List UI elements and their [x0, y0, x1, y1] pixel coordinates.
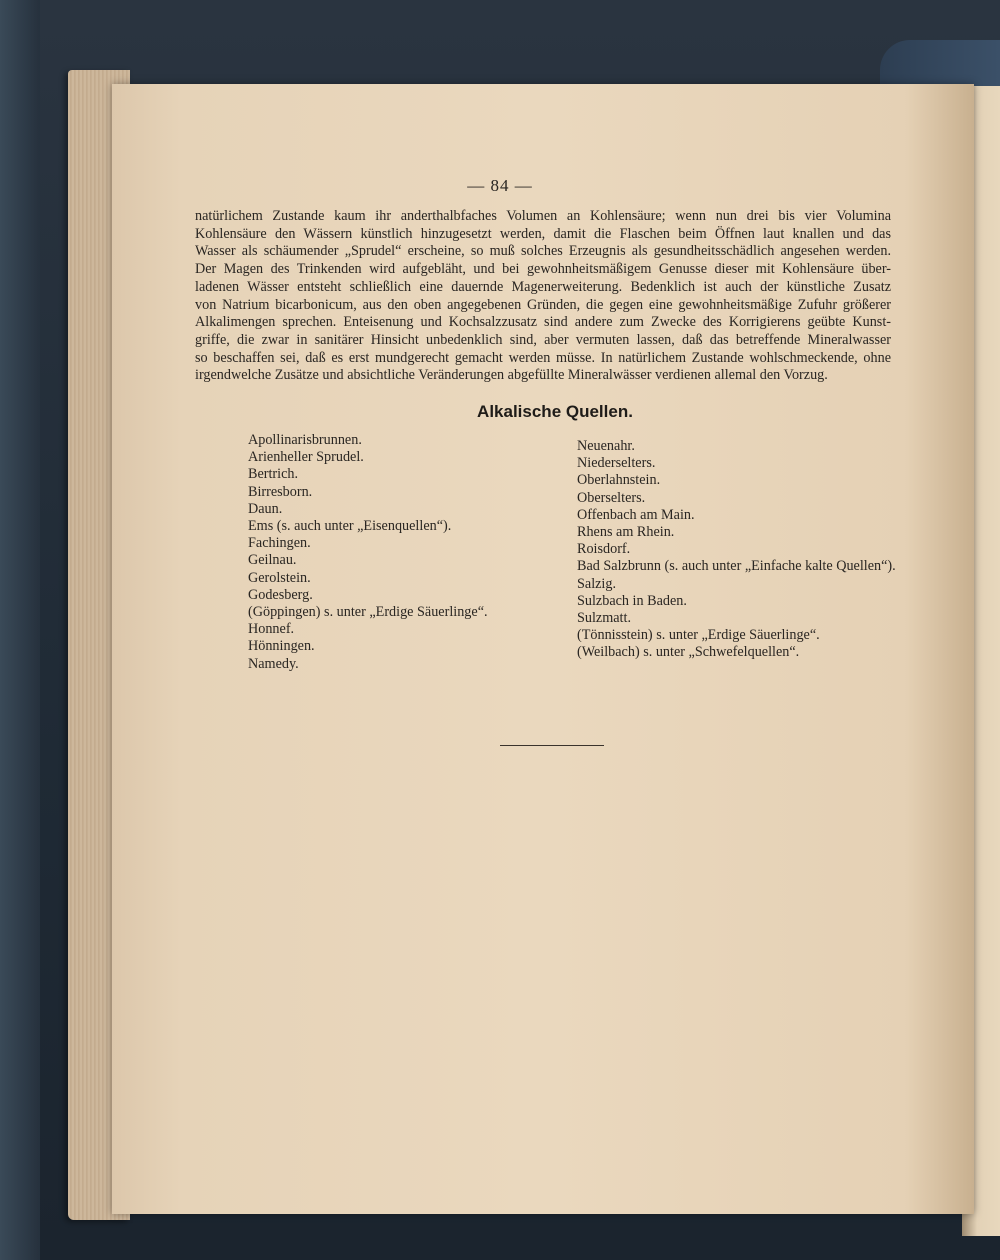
list-item: Daun. — [248, 500, 283, 517]
list-item: Gerolstein. — [248, 569, 311, 586]
text-line: Alkalimengen sprechen. Enteisenung und Kochsalzzusatz sind andere zum Zwecke des Korrigierens geübte Kunst- — [195, 314, 891, 331]
list-item: Niederselters. — [577, 455, 656, 472]
text-line: von Natrium bicarbonicum, aus den oben angegebenen Gründen, die gegen eine gewohnheitsmäßige Zufuhr größerer — [195, 296, 891, 313]
list-item: Ems (s. auch unter „Eisenquellen“). — [248, 518, 452, 535]
list-item: Oberlahnstein. — [577, 472, 661, 489]
intro-paragraph — [195, 208, 891, 385]
list-item: Apollinarisbrunnen. — [248, 432, 362, 448]
page-number: — 84 — — [467, 176, 533, 195]
spring-list-right — [577, 438, 896, 662]
list-item: Sulzmatt. — [577, 610, 631, 627]
list-item: Rhens am Rhein. — [577, 524, 675, 541]
list-item: Honnef. — [248, 621, 295, 638]
list-item: (Göppingen) s. unter „Erdige Säuerlinge“. — [248, 604, 488, 621]
list-item: Salzig. — [577, 575, 617, 592]
list-item: Godesberg. — [248, 586, 313, 603]
text-line: so beschaffen sei, daß es erst mundgerecht gemacht werden müsse. In natürlichem Zustande wohlschmeckende, ohne — [195, 349, 891, 366]
text-line: ladenen Wässer entsteht schließlich eine dauernde Magenerweiterung. Bedenklich ist auch der künstliche Zusatz — [195, 278, 891, 295]
text-line: irgendwelche Zusätze und absichtliche Veränderungen abgefüllte Mineralwässer verdienen allemal den Vorzug. — [195, 367, 828, 384]
list-item: (Tönnisstein) s. unter „Erdige Säuerlinge“. — [577, 627, 820, 644]
list-item: Hönningen. — [248, 638, 315, 655]
list-item: Bertrich. — [248, 466, 299, 483]
text-line: Der Magen des Trinkenden wird aufgebläht, und bei gewohnheitsmäßigem Genusse dieser mit Kohlensäure über- — [195, 261, 891, 278]
section-title: Alkalische Quellen. — [477, 402, 633, 421]
section-divider — [500, 745, 604, 746]
list-item: (Weilbach) s. unter „Schwefelquellen“. — [577, 644, 800, 661]
text-line: natürlichem Zustande kaum ihr anderthalbfaches Volumen an Kohlensäure; wenn nun drei bis vier Volumina — [195, 208, 891, 224]
list-item: Fachingen. — [248, 535, 311, 552]
list-item: Birresborn. — [248, 483, 313, 500]
text-line: griffe, die zwar in sanitärer Hinsicht unbedenklich sind, aber vermuten lassen, daß das betreffende Mineralwasser — [195, 331, 891, 348]
text-line: Wasser als schäumender „Sprudel“ erscheine, so muß solches Erzeugnis als gesundheitsschädlich angesehen werden. — [195, 243, 891, 260]
spring-list-left — [248, 432, 488, 673]
list-item: Namedy. — [248, 655, 299, 672]
list-item: Neuenahr. — [577, 438, 635, 454]
list-item: Offenbach am Main. — [577, 506, 695, 523]
text-line: Kohlensäure den Wässern künstlich hinzugesetzt werden, damit die Flaschen beim Öffnen laut knallen und das — [195, 225, 891, 242]
list-item: Geilnau. — [248, 552, 297, 569]
list-item: Roisdorf. — [577, 541, 631, 558]
list-item: Sulzbach in Baden. — [577, 592, 687, 609]
list-item: Arienheller Sprudel. — [248, 449, 364, 466]
list-item: Bad Salzbrunn (s. auch unter „Einfache kalte Quellen“). — [577, 558, 896, 575]
list-item: Oberselters. — [577, 489, 646, 506]
book-binding — [880, 40, 1000, 90]
